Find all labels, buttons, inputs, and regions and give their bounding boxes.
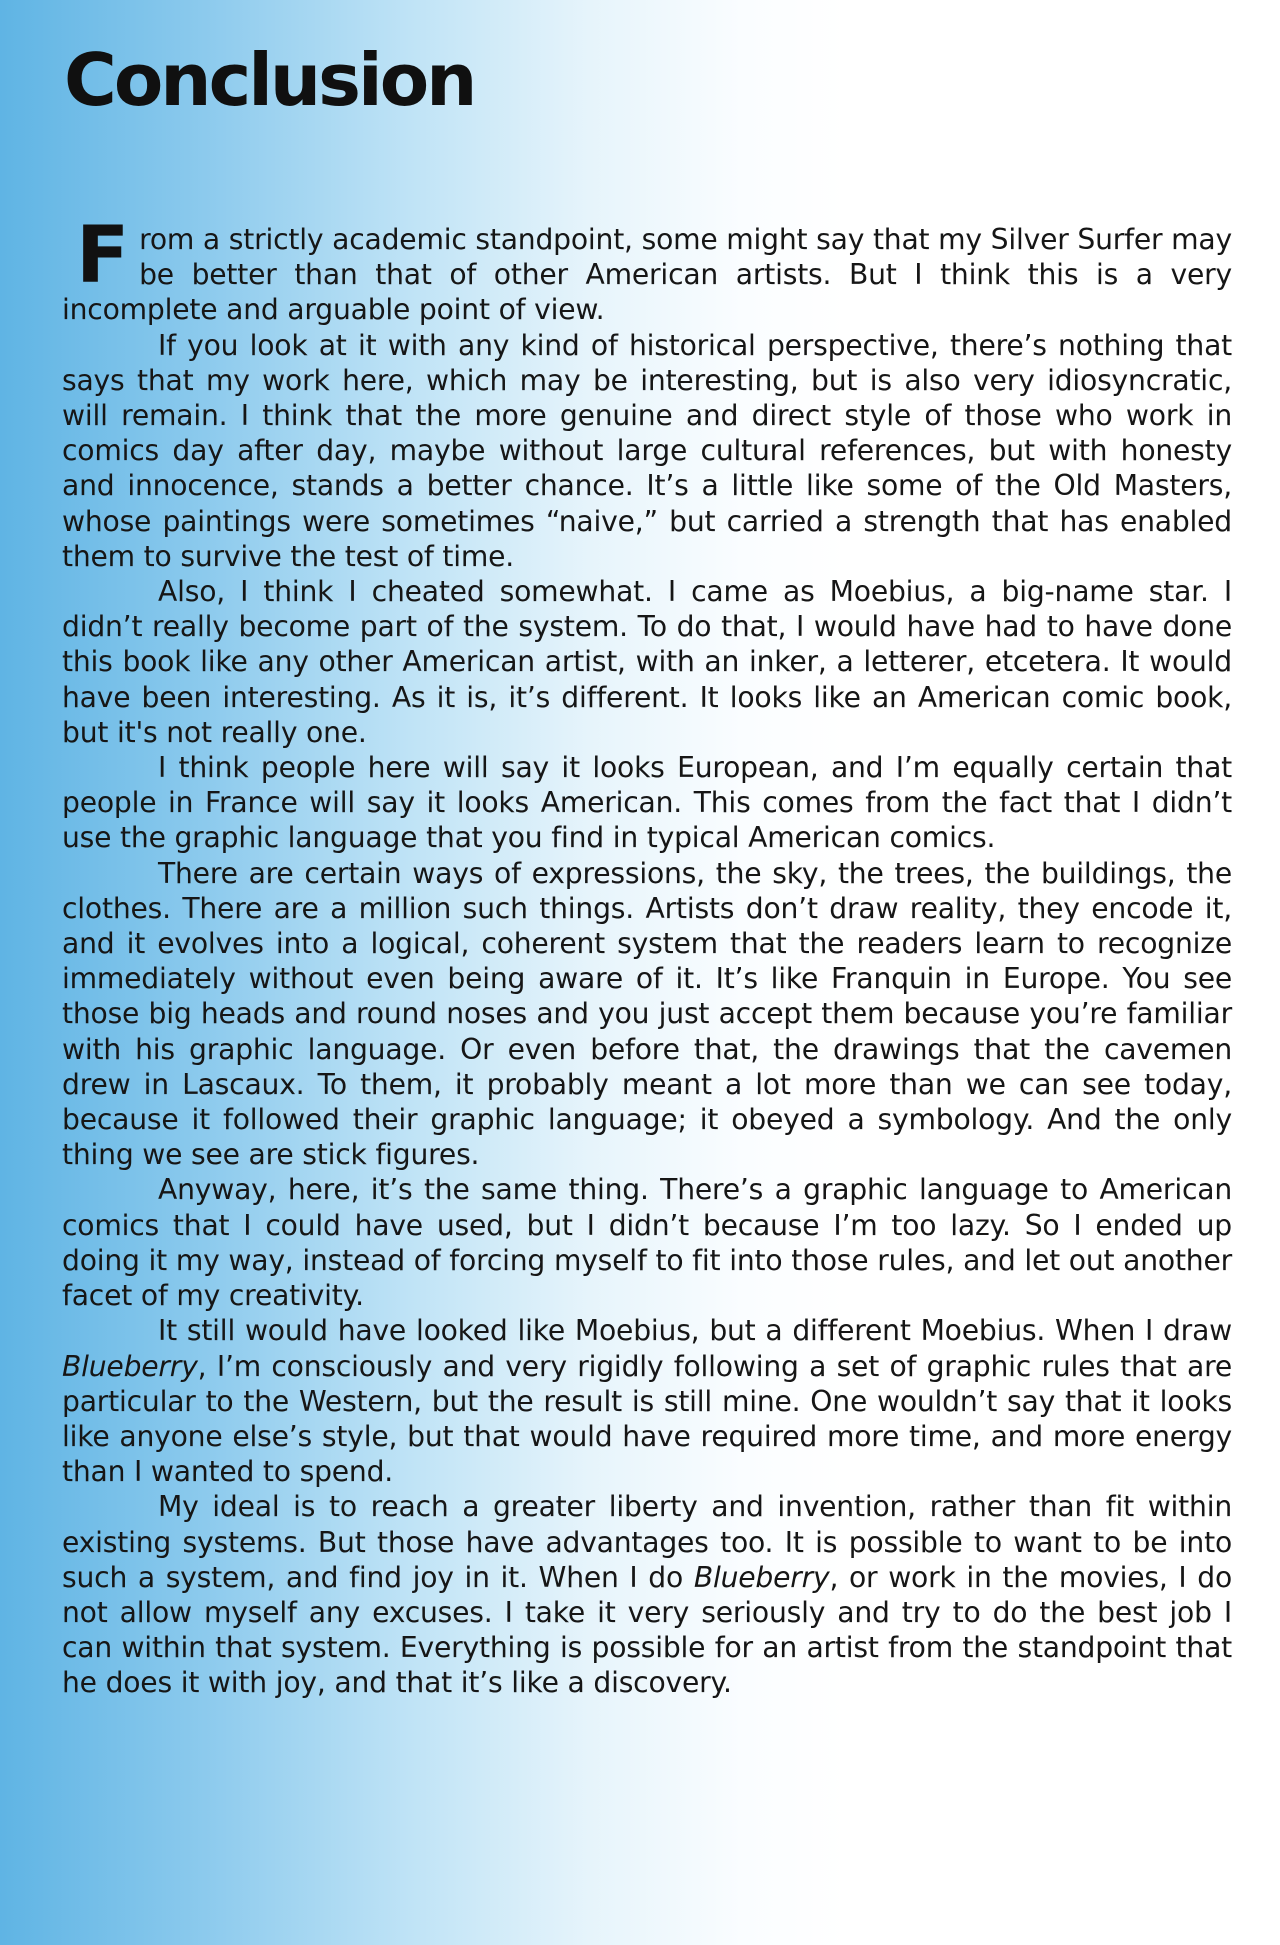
paragraph-2: If you look at it with any kind of historical perspective, there’s nothing that says that my work here, which may be interesting, but is also very idiosyncratic, will remain. I think that the more genuine and direct style of those who work in comics day after day, maybe without large cultural references, but with honesty and innocence, stands a better chance. It’s a little like some of the Old Masters, whose paintings were sometimes “naive,” but carried a strength that has enabled them to survive the test of time. [62, 328, 1232, 573]
article-body [62, 211, 1232, 1701]
book-title-blueberry: Blueberry [62, 1349, 198, 1383]
book-title-blueberry: Blueberry [693, 1560, 830, 1594]
paragraph-7-text-b: , I’m consciously and very rigidly following a set of graphic rules that are particular to the Western, but the result is still mine. One wouldn’t say that it looks like anyone else’s style, but that would have required more time, and more energy than I wanted to spend. [62, 1349, 1232, 1489]
paragraph-8-text-b: , or work in the movies, I do not allow myself any excuses. I take it very seriously and try to do the best job I can within that system. Everything is possible for an artist from the standpoint that he does it with joy, and that it’s like a discovery. [62, 1560, 1232, 1700]
paragraph-5: There are certain ways of expressions, the sky, the trees, the buildings, the clothes. There are a million such things. Artists don’t draw reality, they encode it, and it evolves into a logical, coherent system that the readers learn to recognize immediately without even being aware of it. It’s like Franquin in Europe. You see those big heads and round noses and you just accept them because you’re familiar with his graphic language. Or even before that, the drawings that the cavemen drew in Lascaux. To them, it probably meant a lot more than we can see today, because it followed their graphic language; it obeyed a symbology. And the only thing we see are stick figures. [62, 856, 1232, 1172]
paragraph-6: Anyway, here, it’s the same thing. There’s a graphic language to American comics that I could have used, but I didn’t because I’m too lazy. So I ended up doing it my way, instead of forcing myself to fit into those rules, and let out another facet of my creativity. [62, 1173, 1232, 1313]
paragraph-8-text-a: My ideal is to reach a greater liberty and invention, rather than fit within existing systems. But those have advantages too. It is possible to want to be into such a system, and find joy in it. When I do [62, 1490, 1232, 1594]
paragraph-8 [62, 1489, 1232, 1700]
paragraph-4: I think people here will say it looks European, and I’m equally certain that people in France will say it looks American. This comes from the fact that I didn’t use the graphic language that you find in typical American comics. [62, 751, 1232, 855]
paragraph-7 [62, 1313, 1232, 1489]
drop-cap: F [76, 211, 130, 301]
paragraph-7-text-a: It still would have looked like Moebius, but a different Moebius. When I draw [158, 1314, 1232, 1348]
page-title: Conclusion [64, 38, 475, 122]
paragraph-1-text: rom a strictly academic standpoint, some might say that my Silver Surfer may be better than that of other American artists. But I think this is a very incomplete and arguable point of view. [62, 223, 1232, 327]
paragraph-1 [62, 211, 1232, 328]
paragraph-3: Also, I think I cheated somewhat. I came as Moebius, a big-name star. I didn’t really become part of the system. To do that, I would have had to have done this book like any other American artist, with an inker, a letterer, etcetera. It would have been interesting. As it is, it’s different. It looks like an American comic book, but it's not really one. [62, 575, 1232, 749]
